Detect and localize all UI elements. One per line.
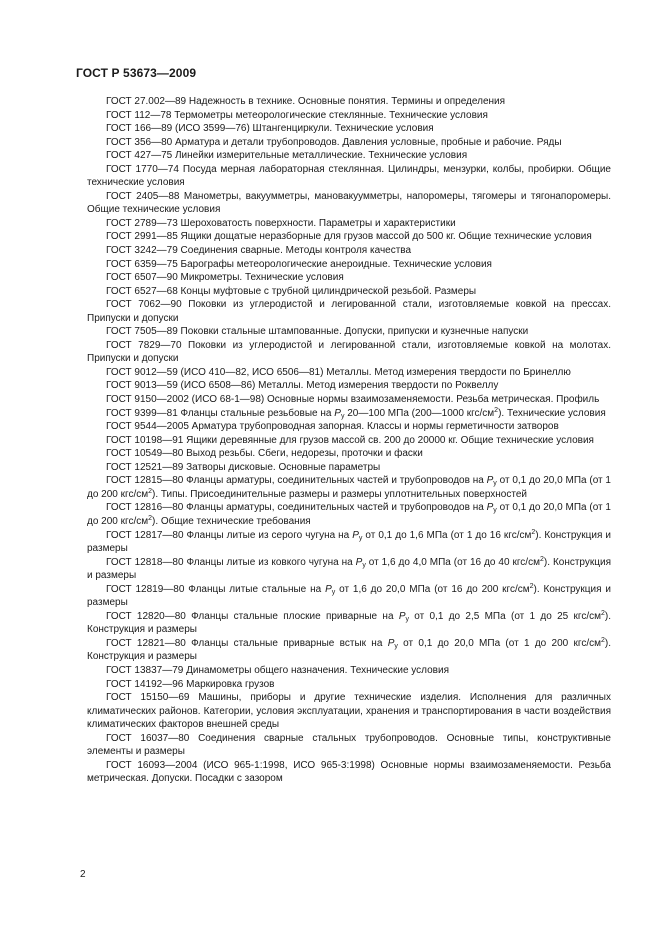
pressure-subscript: у (331, 588, 336, 596)
reference-text: ГОСТ 7062—90 Поковки из углеродистой и легированной стали, изготовляемые ковкой на прессах. Припуски и допуски (87, 299, 611, 324)
pressure-symbol: P (352, 529, 359, 541)
page-header: ГОСТ Р 53673—2009 (76, 66, 197, 80)
reference-text: от 0,1 до 1,6 МПа (от 1 до 16 кгс/см (362, 529, 532, 541)
reference-text: ГОСТ 112—78 Термометры метеорологические стеклянные. Технические условия (106, 109, 488, 121)
pressure-symbol: P (486, 502, 494, 514)
reference-entry (87, 610, 611, 637)
reference-entry (87, 366, 611, 380)
reference-text: ГОСТ 356—80 Арматура и детали трубопроводов. Давления условные, пробные и рабочие. Ряды (106, 136, 562, 148)
reference-text: ГОСТ 10198—91 Ящики деревянные для грузов массой св. 200 до 20000 кг. Общие технические условия (106, 434, 594, 446)
reference-entry (87, 420, 611, 434)
reference-entry (87, 501, 611, 528)
pressure-symbol: P (486, 475, 494, 487)
unit-superscript: 2 (600, 609, 605, 617)
reference-entry (87, 407, 611, 421)
reference-entry (87, 732, 611, 759)
unit-superscript: 2 (529, 582, 534, 590)
reference-text: ). Технические условия (498, 407, 606, 419)
reference-entry (87, 325, 611, 339)
pressure-subscript: у (394, 642, 398, 650)
reference-text: ГОСТ 2991—85 Ящики дощатые неразборные для грузов массой до 500 кг. Общие технические условия (106, 231, 592, 243)
reference-entry (87, 583, 611, 610)
pressure-subscript: у (405, 615, 409, 623)
reference-text: ГОСТ 16037—80 Соединения сварные стальных трубопроводов. Основные типы, конструктивные элементы и размеры (87, 732, 611, 758)
pressure-subscript: у (340, 412, 345, 420)
reference-text: ГОСТ 6507—90 Микрометры. Технические условия (106, 272, 344, 284)
pressure-subscript: у (493, 507, 497, 515)
pressure-symbol: P (355, 556, 363, 568)
pressure-subscript: у (493, 480, 497, 488)
reference-text: ГОСТ 2405—88 Манометры, вакуумметры, мановакуумметры, напоромеры, тягомеры и тягонапоромеры. Общие технические условия (87, 190, 611, 216)
reference-text: ГОСТ 12821—80 Фланцы стальные приварные встык на (106, 637, 388, 649)
reference-entry (87, 244, 611, 258)
reference-text: ГОСТ 9150—2002 (ИСО 68-1—98) Основные нормы взаимозаменяемости. Резьба метрическая. Профиль (106, 394, 600, 406)
references-list (87, 95, 611, 786)
pressure-symbol: P (325, 583, 332, 595)
reference-entry (87, 461, 611, 475)
reference-entry (87, 529, 611, 556)
reference-text: от 0,1 до 20,0 МПа (от 1 до 200 кгс/см (87, 475, 611, 500)
pressure-symbol: P (398, 610, 406, 622)
reference-entry (87, 678, 611, 692)
reference-text: ГОСТ 9399—81 Фланцы стальные резьбовые на (106, 407, 335, 419)
pressure-symbol: P (387, 637, 395, 649)
reference-entry (87, 637, 611, 664)
reference-entry (87, 149, 611, 163)
reference-text: ГОСТ 12819—80 Фланцы литые стальные на (106, 583, 326, 595)
reference-text: ГОСТ 12521—89 Затворы дисковые. Основные параметры (106, 461, 381, 473)
reference-text: ). Типы. Присоединительные размеры и размеры уплотнительных поверхностей (152, 488, 527, 500)
reference-text: ГОСТ 166—89 (ИСО 3599—76) Штангенциркули. Технические условия (106, 123, 434, 135)
reference-entry (87, 285, 611, 299)
reference-entry (87, 109, 611, 123)
reference-text: ГОСТ 12817—80 Фланцы литые из серого чугуна на (106, 529, 353, 541)
reference-entry (87, 393, 611, 407)
reference-text: ГОСТ 12818—80 Фланцы литые из ковкого чугуна на (106, 556, 356, 568)
reference-entry (87, 379, 611, 393)
reference-text: ГОСТ 27.002—89 Надежность в технике. Основные понятия. Термины и определения (106, 96, 506, 107)
reference-text: от 0,1 до 20,0 МПа (от 1 до 200 кгс/см (87, 502, 611, 527)
reference-entry (87, 136, 611, 150)
reference-text: ). Общие технические требования (152, 515, 311, 527)
unit-superscript: 2 (600, 636, 605, 644)
reference-entry (87, 95, 611, 109)
reference-text: от 1,6 до 4,0 МПа (от 16 до 40 кгс/см (365, 556, 540, 568)
reference-text: ). Конструкция и размеры (87, 637, 611, 663)
reference-text: ГОСТ 12816—80 Фланцы арматуры, соединительных частей и трубопроводов на (106, 502, 487, 514)
reference-entry (87, 691, 611, 732)
pressure-subscript: у (362, 561, 366, 569)
reference-text: ). Конструкция и размеры (87, 610, 611, 636)
reference-text: ГОСТ 427—75 Линейки измерительные металлические. Технические условия (106, 150, 468, 162)
reference-text: от 1,6 до 20,0 МПа (от 16 до 200 кгс/см (335, 583, 530, 595)
reference-text: ГОСТ 16093—2004 (ИСО 965-1:1998, ИСО 965-3:1998) Основные нормы взаимозаменяемости. Резьба метрическая. Допуски. Посадки с зазором (87, 759, 611, 785)
reference-entry (87, 258, 611, 272)
reference-entry (87, 556, 611, 583)
reference-entry (87, 339, 611, 366)
reference-entry (87, 759, 611, 786)
reference-entry (87, 230, 611, 244)
reference-entry (87, 434, 611, 448)
reference-entry (87, 217, 611, 231)
reference-entry (87, 271, 611, 285)
reference-entry (87, 664, 611, 678)
reference-text: ГОСТ 9013—59 (ИСО 6508—86) Металлы. Метод измерения твердости по Роквеллу (106, 380, 499, 392)
unit-superscript: 2 (531, 528, 536, 536)
reference-entry (87, 298, 611, 325)
reference-text: ГОСТ 12815—80 Фланцы арматуры, соединительных частей и трубопроводов на (106, 475, 487, 487)
reference-text: ГОСТ 15150—69 Машины, приборы и другие технические изделия. Исполнения для различных климатических районов. Категории, условия эксплуатации, хранения и транспортирования в части воздействия климатических факторов внешней среды (87, 692, 611, 731)
unit-superscript: 2 (148, 487, 152, 495)
reference-text: ГОСТ 6527—68 Концы муфтовые с трубной цилиндрической резьбой. Размеры (106, 285, 477, 297)
reference-text: ГОСТ 13837—79 Динамометры общего назначения. Технические условия (106, 664, 449, 676)
reference-entry (87, 474, 611, 501)
reference-text: ГОСТ 1770—74 Посуда мерная лабораторная стеклянная. Цилиндры, мензурки, колбы, пробирки. Общие технические условия (87, 163, 611, 189)
reference-entry (87, 122, 611, 136)
reference-text: ГОСТ 10549—80 Выход резьбы. Сбеги, недорезы, проточки и фаски (106, 448, 423, 460)
reference-text: ). Конструкция и размеры (87, 529, 611, 555)
unit-superscript: 2 (148, 514, 152, 522)
reference-text: ). Конструкция и размеры (87, 556, 611, 582)
reference-text: от 0,1 до 20,0 МПа (от 1 до 200 кгс/см (397, 637, 601, 649)
pressure-subscript: у (358, 534, 363, 542)
reference-text: ГОСТ 2789—73 Шероховатость поверхности. Параметры и характеристики (106, 217, 456, 229)
reference-text: от 0,1 до 2,5 МПа (от 1 до 25 кгс/см (408, 610, 601, 622)
reference-text: ГОСТ 12820—80 Фланцы стальные плоские приварные на (106, 610, 399, 622)
reference-text: ГОСТ 7829—70 Поковки из углеродистой и легированной стали, изготовляемые ковкой на молотах. Припуски и допуски (87, 339, 611, 365)
reference-entry (87, 447, 611, 461)
page-number: 2 (80, 869, 86, 880)
reference-text: 20—100 МПа (200—1000 кгс/см (344, 407, 495, 419)
reference-text: ГОСТ 6359—75 Барографы метеорологические анероидные. Технические условия (106, 258, 492, 270)
reference-text: ГОСТ 9012—59 (ИСО 410—82, ИСО 6506—81) Металлы. Метод измерения твердости по Бринеллю (106, 366, 571, 378)
reference-entry (87, 163, 611, 190)
reference-entry (87, 190, 611, 217)
reference-text: ГОСТ 7505—89 Поковки стальные штампованные. Допуски, припуски и кузнечные напуски (106, 326, 529, 338)
reference-text: ГОСТ 9544—2005 Арматура трубопроводная запорная. Классы и нормы герметичности затворов (106, 421, 559, 433)
unit-superscript: 2 (539, 555, 544, 563)
reference-text: ГОСТ 14192—96 Маркировка грузов (106, 678, 275, 690)
unit-superscript: 2 (494, 406, 499, 414)
reference-text: ГОСТ 3242—79 Соединения сварные. Методы контроля качества (106, 245, 412, 257)
pressure-symbol: P (334, 407, 341, 419)
reference-text: ). Конструкция и размеры (87, 583, 611, 609)
